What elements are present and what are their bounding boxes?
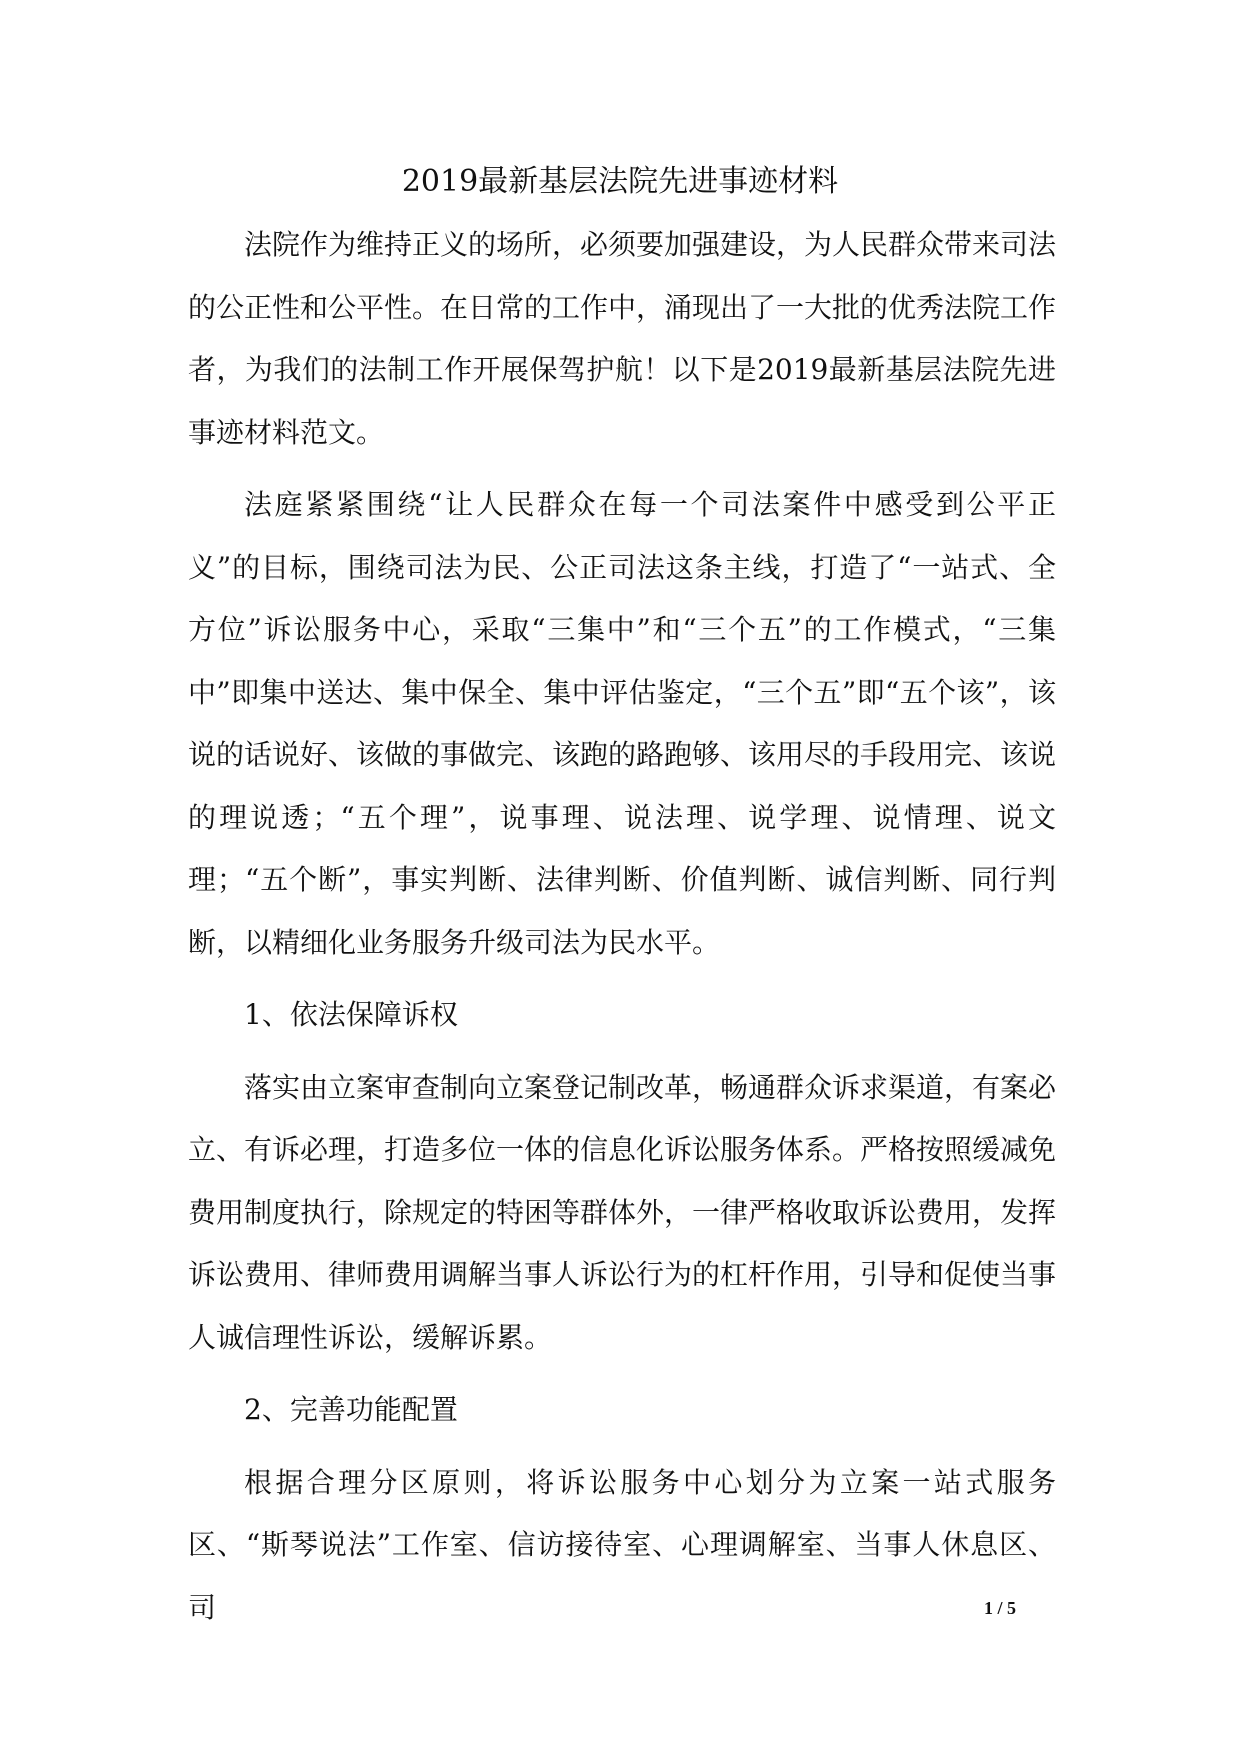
paragraph-court-model: 法庭紧紧围绕“让人民群众在每一个司法案件中感受到公平正义”的目标，围绕司法为民、公正司法这条主线，打造了“一站式、全方位”诉讼服务中心，采取“三集中”和“三个五”的工作模式，“三集中”即集中送达、集中保全、集中评估鉴定，“三个五”即“五个该”，该说的话说好、该做的事做完、该跑的路跑够、该用尽的手段用完、该说的理说透；“五个理”，说事理、说法理、说学理、说情理、说文理；“五个断”，事实判断、法律判断、价值判断、诚信判断、同行判断，以精细化业务服务升级司法为民水平。 — [188, 488, 1057, 959]
page-number: 1 / 5 — [983, 1598, 1016, 1618]
paragraph-intro: 法院作为维持正义的场所，必须要加强建设，为人民群众带来司法的公正性和公平性。在日常的工作中，涌现出了一大批的优秀法院工作者，为我们的法制工作开展保驾护航！以下是2019最新基层法院先进事迹材料范文。 — [188, 228, 1057, 449]
paragraph-litigation-rights: 落实由立案审查制向立案登记制改革，畅通群众诉求渠道，有案必立、有诉必理，打造多位一体的信息化诉讼服务体系。严格按照缓减免费用制度执行，除规定的特困等群体外，一律严格收取诉讼费用，发挥诉讼费用、律师费用调解当事人诉讼行为的杠杆作用，引导和促使当事人诚信理性诉讼，缓解诉累。 — [188, 1070, 1057, 1354]
document-body — [188, 214, 1056, 1639]
paragraph-function-config: 根据合理分区原则，将诉讼服务中心划分为立案一站式服务区、“斯琴说法”工作室、信访接待室、心理调解室、当事人休息区、司 — [188, 1465, 1056, 1624]
section-heading-2: 2、完善功能配置 — [244, 1393, 458, 1426]
section-heading-1: 1、依法保障诉权 — [244, 998, 458, 1031]
document-title: 2019最新基层法院先进事迹材料 — [401, 164, 839, 199]
